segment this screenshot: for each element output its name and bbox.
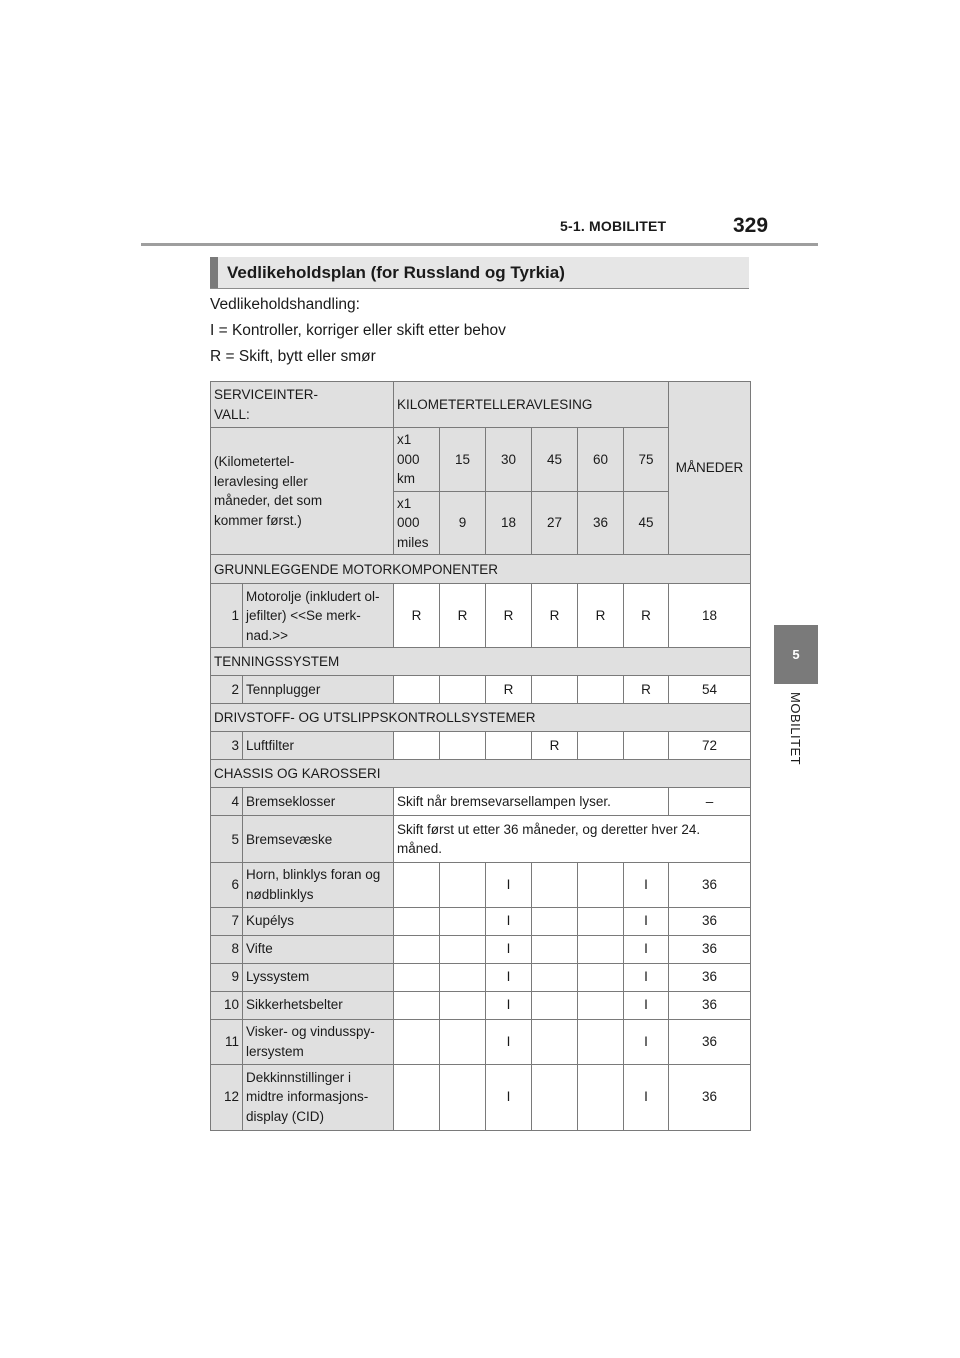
item-name: Visker- og vindusspy- lersystem [243,1019,394,1064]
interval-cell: I [624,907,669,935]
interval-cell: R [532,584,578,648]
table-row [211,907,751,935]
interval-cell [578,676,624,704]
item-name: Sikkerhetsbelter [243,991,394,1019]
interval-cell [532,676,578,704]
item-number: 7 [211,907,243,935]
km-value: 75 [624,428,669,492]
section-heading-row: CHASSIS OG KAROSSERI [211,760,751,788]
interval-cell: R [440,584,486,648]
km-value: 45 [532,428,578,492]
interval-cell: R [394,584,440,648]
interval-cell [578,935,624,963]
interval-cell: R [578,584,624,648]
interval-cell [394,1064,440,1130]
interval-cell [532,863,578,907]
header-service-interval: SERVICEINTER- VALL: [211,382,394,428]
table-row [211,1064,751,1130]
months-cell: 54 [669,676,751,704]
interval-cell [440,1064,486,1130]
interval-cell [532,963,578,991]
header-odometer: KILOMETERTELLERAVLESING [394,382,669,428]
table-row [211,816,751,863]
header-odometer-note: (Kilometertel- leravlesing eller måneder, det som kommer først.) [211,428,394,555]
table-row [211,648,751,676]
item-number: 5 [211,816,243,863]
km-value: 60 [578,428,624,492]
table-row [211,863,751,907]
item-name: Motorolje (inkludert ol- jefilter) <<Se merk- nad.>> [243,584,394,648]
interval-cell: I [486,1019,532,1064]
item-name: Bremsevæske [243,816,394,863]
table-row [211,732,751,760]
interval-cell [394,732,440,760]
interval-cell: R [624,676,669,704]
interval-cell [394,963,440,991]
interval-cell [440,963,486,991]
interval-cell [578,863,624,907]
table-row [211,991,751,1019]
interval-cell [394,676,440,704]
mile-value: 9 [440,491,486,555]
interval-cell: I [486,1064,532,1130]
interval-cell [578,1019,624,1064]
item-number: 11 [211,1019,243,1064]
interval-cell [440,991,486,1019]
table-row [211,935,751,963]
item-number: 9 [211,963,243,991]
table-row [211,382,751,428]
section-heading: 5-1. MOBILITET [560,218,667,234]
interval-cell [394,1019,440,1064]
table-row [211,676,751,704]
interval-cell [394,991,440,1019]
mile-value: 18 [486,491,532,555]
item-number: 10 [211,991,243,1019]
item-number: 2 [211,676,243,704]
months-cell: 36 [669,1064,751,1130]
interval-cell: I [624,935,669,963]
interval-cell [532,1019,578,1064]
chapter-number: 5 [792,647,800,662]
interval-cell [486,732,532,760]
intro-line: R = Skift, bytt eller smør [210,348,376,365]
interval-cell: R [624,584,669,648]
item-name: Kupélys [243,907,394,935]
interval-cell [624,732,669,760]
interval-cell [578,1064,624,1130]
item-name: Lyssystem [243,963,394,991]
intro-line: I = Kontroller, korriger eller skift etter behov [210,322,506,339]
interval-cell: I [486,863,532,907]
item-note: Skift når bremsevarsellampen lyser. [394,788,669,816]
interval-cell [394,907,440,935]
interval-cell [532,935,578,963]
item-number: 12 [211,1064,243,1130]
item-number: 6 [211,863,243,907]
section-title: Vedlikeholdsplan (for Russland og Tyrkia) [227,262,565,282]
interval-cell [532,1064,578,1130]
months-cell: – [669,788,751,816]
interval-cell: I [624,863,669,907]
item-name: Dekkinnstillinger i midtre informasjons- display (CID) [243,1064,394,1130]
months-cell: 36 [669,1019,751,1064]
item-number: 1 [211,584,243,648]
title-accent [210,257,218,288]
mile-value: 27 [532,491,578,555]
item-name: Horn, blinklys foran og nødblinklys [243,863,394,907]
interval-cell: R [486,676,532,704]
section-title-bar [210,257,749,289]
interval-cell: I [486,935,532,963]
section-heading-row: TENNINGSSYSTEM [211,648,751,676]
months-cell: 36 [669,907,751,935]
interval-cell: I [624,1019,669,1064]
interval-cell [578,963,624,991]
mile-value: 45 [624,491,669,555]
maintenance-table [210,381,751,1131]
interval-cell [578,732,624,760]
item-number: 8 [211,935,243,963]
table-row [211,963,751,991]
interval-cell [578,907,624,935]
months-cell: 36 [669,863,751,907]
section-heading-row: GRUNNLEGGENDE MOTORKOMPONENTER [211,555,751,584]
item-name: Bremseklosser [243,788,394,816]
interval-cell [578,991,624,1019]
interval-cell: I [486,963,532,991]
section-heading-row: DRIVSTOFF- OG UTSLIPPSKONTROLLSYSTEMER [211,704,751,732]
interval-cell [440,863,486,907]
months-cell: 36 [669,991,751,1019]
item-name: Vifte [243,935,394,963]
interval-cell: I [486,907,532,935]
table-row [211,1019,751,1064]
item-number: 4 [211,788,243,816]
header-miles-unit: x1 000 miles [394,491,440,555]
interval-cell [440,676,486,704]
interval-cell [394,935,440,963]
months-cell: 36 [669,935,751,963]
table-row [211,704,751,732]
intro-line: Vedlikeholdshandling: [210,296,360,313]
interval-cell: R [486,584,532,648]
header-months: MÅNEDER [669,382,751,555]
header-divider [141,243,818,246]
interval-cell [532,991,578,1019]
interval-cell [440,935,486,963]
interval-cell: R [532,732,578,760]
item-number: 3 [211,732,243,760]
months-cell: 72 [669,732,751,760]
table-row [211,584,751,648]
table-row [211,555,751,584]
interval-cell [440,907,486,935]
months-cell: 36 [669,963,751,991]
header-km-unit: x1 000 km [394,428,440,492]
interval-cell: I [624,963,669,991]
interval-cell [532,907,578,935]
table-row [211,788,751,816]
km-value: 15 [440,428,486,492]
interval-cell [394,863,440,907]
page-number: 329 [733,214,769,237]
interval-cell: I [624,991,669,1019]
interval-cell [440,732,486,760]
chapter-tab [774,625,818,684]
table-row [211,760,751,788]
interval-cell: I [486,991,532,1019]
item-name: Luftfilter [243,732,394,760]
item-name: Tennplugger [243,676,394,704]
km-value: 30 [486,428,532,492]
mile-value: 36 [578,491,624,555]
interval-cell [440,1019,486,1064]
months-cell: 18 [669,584,751,648]
interval-cell: I [624,1064,669,1130]
item-note: Skift først ut etter 36 måneder, og deretter hver 24. måned. [394,816,751,863]
chapter-label: MOBILITET [788,692,803,766]
